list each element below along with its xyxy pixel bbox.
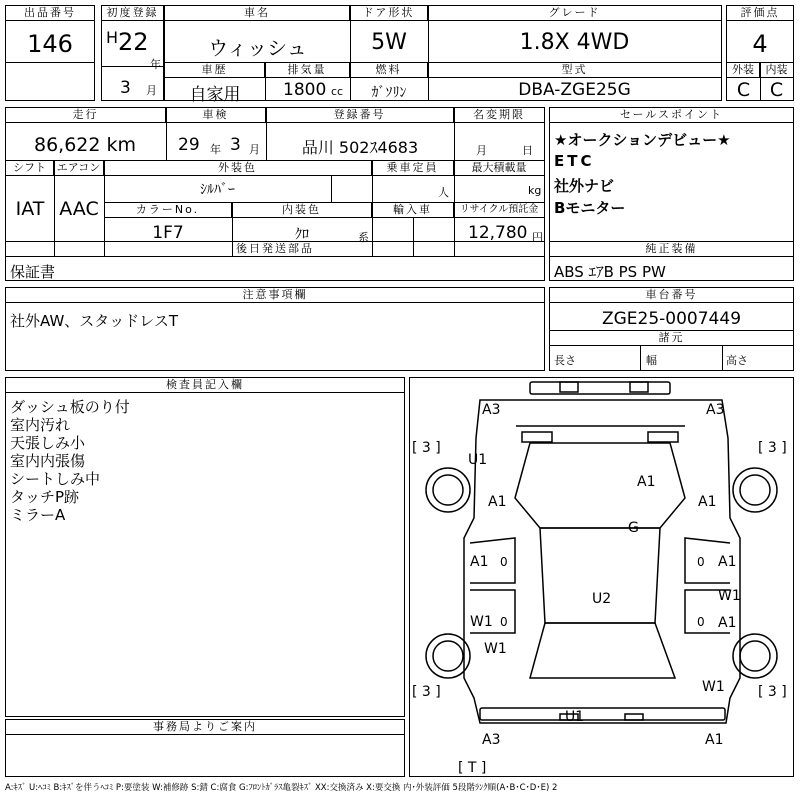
car-name: ウィッシュ [208, 36, 307, 60]
damage-mark: A1 [698, 494, 717, 510]
model: DBA-ZGE25G [518, 80, 631, 100]
sales-point: ETC [554, 152, 595, 170]
displacement-unit: cc [331, 85, 344, 98]
fuel: ｶﾞｿﾘﾝ [371, 85, 407, 101]
width-label: 幅 [646, 354, 657, 367]
damage-mark: W1 [484, 641, 507, 657]
shift-label: シフト [6, 161, 54, 176]
zero-mark: 0 [697, 615, 705, 629]
inspector-note: シートしみ中 [10, 470, 101, 488]
inspector-note: ミラーA [10, 506, 66, 524]
sales-points-label: セールスポイント [550, 108, 793, 123]
later-parts-box [5, 241, 545, 281]
damage-mark: A1 [637, 474, 656, 490]
mileage-label: 走行 [6, 108, 166, 123]
car-name-label: 車名 [165, 6, 350, 21]
air-conditioner: AAC [59, 198, 99, 220]
bracket-mark: [ 3 ] [412, 440, 441, 456]
reg-month: 3 [120, 78, 131, 98]
reg-month-unit: 月 [146, 84, 157, 97]
first-reg-box [101, 5, 164, 101]
recycle-fee: 12,780 [468, 223, 528, 243]
history: 自家用 [189, 85, 241, 105]
chassis-number: ZGE25-0007449 [601, 309, 742, 329]
interior-label: 内装 [760, 63, 793, 78]
insp-year: 29 [178, 135, 200, 155]
inspector-label: 検査員記入欄 [6, 378, 404, 393]
displacement: 1800 [283, 80, 327, 100]
lot-box [5, 5, 95, 101]
damage-mark: A1 [718, 615, 737, 631]
genuine-label: 純正装備 [550, 242, 793, 257]
score-label: 評価点 [727, 6, 793, 21]
color-number: 1F7 [152, 223, 184, 243]
reg-year: 22 [118, 28, 149, 56]
inspector-note: 室内内張傷 [10, 452, 86, 470]
grade: 1.8X 4WD [519, 30, 630, 55]
insp-year-unit: 年 [210, 143, 221, 156]
damage-mark: A1 [470, 554, 489, 570]
ac-label: エアコン [54, 161, 104, 176]
damage-diagram [409, 377, 794, 777]
damage-mark: A3 [482, 732, 501, 748]
car-diagram-svg [410, 378, 793, 776]
fuel-label: 燃料 [350, 63, 428, 78]
damage-mark: A1 [705, 732, 724, 748]
name-change-label: 名変期限 [454, 108, 544, 123]
lot-number: 146 [27, 30, 73, 58]
damage-mark: U1 [565, 709, 585, 725]
height-label: 高さ [726, 354, 748, 367]
damage-mark: A3 [706, 402, 725, 418]
plate-label: 登録番号 [266, 108, 454, 123]
later-parts: 保証書 [10, 263, 56, 281]
load-unit: kg [528, 184, 542, 197]
vehicle-details-box [5, 107, 545, 257]
interior-grade: C [769, 79, 784, 101]
first-reg-label: 初度登録 [102, 6, 163, 21]
nc-month-unit: 月 [476, 144, 487, 157]
color-no-label: カラーNo. [104, 203, 232, 218]
damage-mark: W1 [718, 588, 741, 604]
era: H [106, 28, 119, 47]
inspector-note: 天張しみ小 [10, 434, 86, 452]
mileage: 86,622 km [34, 134, 137, 156]
damage-mark: U1 [468, 452, 488, 468]
sales-points-box [549, 107, 794, 257]
color-label: 外装色 [104, 161, 372, 176]
inspector-note: タッチP跡 [10, 488, 80, 506]
model-label: 型式 [428, 63, 721, 78]
inspector-note: ダッシュ板のり付 [10, 398, 130, 416]
plate-number: 品川 502ｽ4683 [301, 138, 419, 157]
grade-label: グレード [428, 6, 721, 21]
later-parts-label: 後日発送部品 [6, 242, 544, 257]
sales-point: ★オークションデビュー★ [554, 131, 731, 149]
length-label: 長さ [554, 354, 576, 367]
int-color-label: 内装色 [232, 203, 372, 218]
displacement-label: 排気量 [265, 63, 350, 78]
nc-day-unit: 日 [522, 144, 533, 157]
office-label: 事務局よりご案内 [6, 720, 404, 735]
import-label: 輸入車 [372, 203, 454, 218]
damage-mark: G [628, 520, 639, 536]
bracket-mark: [ 3 ] [412, 684, 441, 700]
genuine-equipment: ABS ｴｱB PS PW [554, 263, 666, 281]
capacity-label: 乗車定員 [372, 161, 454, 176]
insp-month-unit: 月 [249, 143, 260, 156]
door-label: ドア形状 [350, 6, 428, 21]
exterior-color: ｼﾙﾊﾞｰ [200, 182, 235, 198]
sales-point: Bモニター [554, 199, 626, 217]
zero-mark: 0 [500, 615, 508, 629]
bracket-mark: [ 3 ] [758, 440, 787, 456]
damage-mark: W1 [702, 679, 725, 695]
door-shape: 5W [371, 30, 407, 55]
exterior-label: 外装 [727, 63, 760, 78]
damage-mark: A3 [482, 402, 501, 418]
inspector-note: 室内汚れ [10, 416, 71, 434]
damage-mark: A1 [718, 554, 737, 570]
score: 4 [752, 30, 768, 58]
legend: A:ｷｽﾞ U:ﾍｺﾐ B:ｷｽﾞを伴うﾍｺﾐ P:要塗装 W:補修跡 S:錆 C:腐食 G:ﾌﾛﾝﾄｶﾞﾗｽ亀裂ｷｽﾞ XX:交換済み X:要交換 内･外装評価 5段階ﾗﾝｸ順(A･B･C･D･E) 2 [5, 783, 558, 793]
zero-mark: 0 [697, 555, 705, 569]
recycle-unit: 円 [532, 231, 543, 244]
int-color-unit: 系 [358, 231, 369, 244]
shift: IAT [15, 198, 45, 220]
load-label: 最大積載量 [454, 161, 544, 176]
zero-mark: 0 [500, 555, 508, 569]
history-label: 車歴 [165, 63, 265, 78]
capacity-unit: 人 [438, 186, 449, 199]
notes-label: 注意事項欄 [6, 288, 544, 303]
reg-year-unit: 年 [150, 58, 161, 71]
insp-month: 3 [230, 135, 241, 155]
inspection-label: 車検 [166, 108, 266, 123]
chassis-label: 車台番号 [550, 288, 793, 303]
damage-mark: A1 [488, 494, 507, 510]
notes-box [5, 287, 545, 371]
dims-label: 諸元 [550, 331, 793, 346]
chassis-box [549, 287, 794, 371]
sales-point: 社外ナビ [554, 177, 615, 195]
interior-color: ｸﾛ [295, 227, 309, 243]
car-info-box [164, 5, 722, 105]
inspector-box [5, 377, 405, 717]
damage-mark: U2 [592, 591, 612, 607]
damage-mark: W1 [470, 614, 493, 630]
bracket-mark: [ 3 ] [758, 684, 787, 700]
bracket-mark: [ T ] [458, 760, 487, 776]
genuine-box [549, 241, 794, 281]
office-box [5, 719, 405, 777]
recycle-label: リサイクル預託金 [454, 203, 544, 218]
exterior-grade: C [736, 79, 751, 101]
score-box [726, 5, 794, 101]
lot-label: 出品番号 [6, 6, 94, 21]
notes: 社外AW、スタッドレスT [10, 312, 178, 330]
